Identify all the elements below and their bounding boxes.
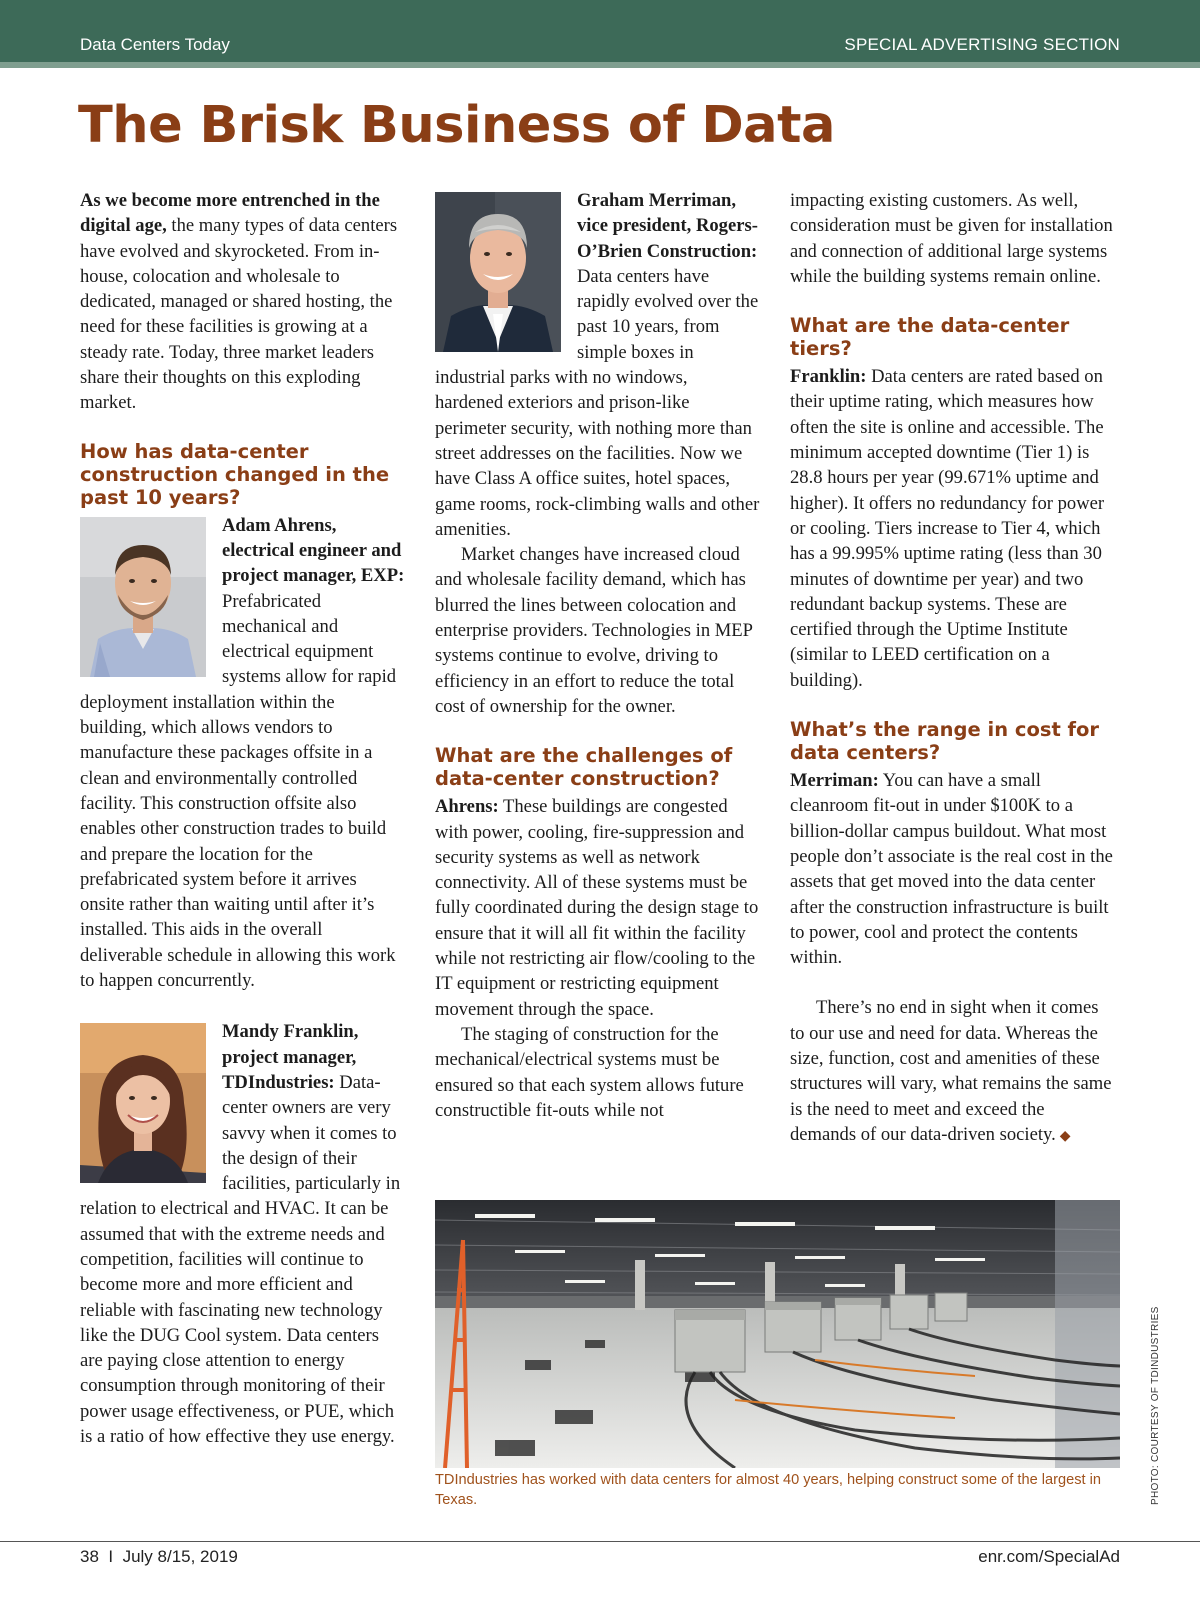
challenges-answer-overflow: impacting existing customers. As well, consideration must be given for installation and connection of additional large systems while the building systems remain online. (790, 190, 1113, 287)
section-label: SPECIAL ADVERTISING SECTION (844, 35, 1120, 54)
headline: The Brisk Business of Data (78, 96, 835, 155)
photo-credit: PHOTO: COURTESY OF TDINDUSTRIES (1150, 1306, 1161, 1505)
question-heading: What’s the range in cost for data centers? (790, 718, 1100, 765)
tiers-answer (790, 364, 1115, 693)
footer-separator: I (108, 1547, 114, 1566)
franklin-answer-body: Data-center owners are very savvy when it comes to the design of their facilities, particularly in relation to electrical and HVAC. It can be assumed that with the extreme needs and competition, facilities will continue to become more and more efficient and reliable with fascinating new technology like the DUG Cool system. Data centers are paying close attention to energy consumption through monitoring of their power usage effectiveness, or PUE, which is a ratio of how effective they use energy. (80, 1071, 401, 1448)
photo-caption: TDIndustries has worked with data centers for almost 40 years, helping construct some of the largest in Texas. (435, 1472, 1101, 1508)
footer-page-info (80, 1547, 238, 1567)
challenges-speaker: Ahrens: (435, 796, 499, 818)
ahrens-answer (80, 513, 405, 994)
tiers-speaker: Franklin: (790, 366, 867, 388)
merriman-name: Graham Merriman, vice president, Rogers-O’Brien Construction: (577, 190, 758, 262)
merriman-portrait-photo (435, 192, 561, 352)
question-heading: What are the challenges of data-center construction? (435, 744, 733, 791)
franklin-name: Mandy Franklin, project manager, TDIndustries: (222, 1021, 359, 1093)
merriman-answer (435, 188, 760, 542)
tiers-answer-body: Data centers are rated based on their uptime rating, which measures how often the site is online and accessible. The minimum accepted downtime (Tier 1) is 28.8 hours per year (99.671% uptime and higher). It offers no redundancy for power or cooling. Tiers increase to Tier 4, which has a 99.995% uptime rating (less than 30 minutes of downtime per year) and two redundant backup systems. These are certified through the Uptime Institute (similar to LEED certification on a building). (790, 366, 1105, 691)
merriman-answer-body: Data centers have rapidly evolved over the past 10 years, from simple boxes in industrial parks with no windows, hardened exteriors and prison-like perimeter security, with nothing more than street addresses on the facilities. Now we have Class A office suites, hotel spaces, game rooms, rock-climbing walls and other amenities. (435, 265, 760, 540)
cost-answer-body: You can have a small cleanroom fit-out in under $100K to a billion-dollar campus buildout. What most people don’t associate is the real cost in the assets that get moved into the data center after the construction infrastructure is built to power, cool and protect the contents within. (790, 770, 1113, 969)
footer-divider (0, 1541, 1200, 1542)
header-bar (0, 0, 1200, 68)
page-number: 38 (80, 1547, 99, 1566)
challenges-answer-body: These buildings are congested with power, cooling, fire-suppression and security systems as well as network connectivity. All of these systems must be fully coordinated during the design stage to ensure that it will all fit within the facility while not restricting air flow/cooling to the IT equipment or restricting equipment movement through the space. (435, 796, 759, 1020)
data-center-floor-photo (435, 1200, 1120, 1468)
merriman-answer-continued: Market changes have increased cloud and wholesale facility demand, which has blurred the lines between colocation and enterprise providers. Technologies in MEP systems continue to evolve, driving to efficiency in an effort to reduce the total cost of ownership for the owner. (435, 544, 753, 717)
intro-lead: As we become more entrenched in the digital age, (80, 190, 380, 237)
publication-name: Data Centers Today (80, 35, 230, 54)
intro-paragraph (80, 188, 405, 416)
franklin-answer (80, 1019, 405, 1449)
closing-paragraph (790, 995, 1115, 1149)
issue-date: July 8/15, 2019 (122, 1547, 238, 1566)
challenges-answer-continued: The staging of construction for the mechanical/electrical systems must be ensured so that each system allows future constructible fit-outs while not (435, 1023, 744, 1121)
column-2 (435, 188, 760, 1123)
footer-url: enr.com/SpecialAd (978, 1547, 1120, 1566)
closing-text: There’s no end in sight when it comes to our use and need for data. Whereas the size, function, cost and amenities of these structures will vary, what remains the same is the need to meet and exceed the demands of our data-driven society. (790, 997, 1112, 1145)
intro-body: the many types of data centers have evolved and skyrocketed. From in-house, colocation and wholesale to dedicated, managed or shared hosting, the need for these facilities is growing at a steady rate. Today, three market leaders share their thoughts on this exploding market. (80, 215, 398, 414)
ahrens-portrait-photo (80, 517, 206, 677)
cost-speaker: Merriman: (790, 770, 879, 792)
franklin-portrait-photo (80, 1023, 206, 1183)
column-1 (80, 188, 405, 1449)
column-3 (790, 188, 1115, 1149)
ahrens-name: Adam Ahrens, electrical engineer and project manager, EXP: (222, 514, 405, 587)
end-mark-icon: ◆ (1059, 1128, 1071, 1144)
cost-answer (790, 768, 1115, 970)
challenges-answer (435, 794, 760, 1022)
ahrens-answer-body: Prefabricated mechanical and electrical equipment systems allow for rapid deployment installation within the building, which allows vendors to manufacture these packages offsite in a clean and environmentally controlled facility. This construction offsite also enables other construction trades to build and prepare the location for the prefabricated system before it arrives onsite rather than waiting until after it’s installed. This aids in the overall deliverable schedule in allowing this work to happen concurrently. (80, 590, 397, 992)
question-heading: How has data-center construction changed in the past 10 years? (80, 439, 390, 509)
question-heading: What are the data-center tiers? (790, 314, 1070, 361)
